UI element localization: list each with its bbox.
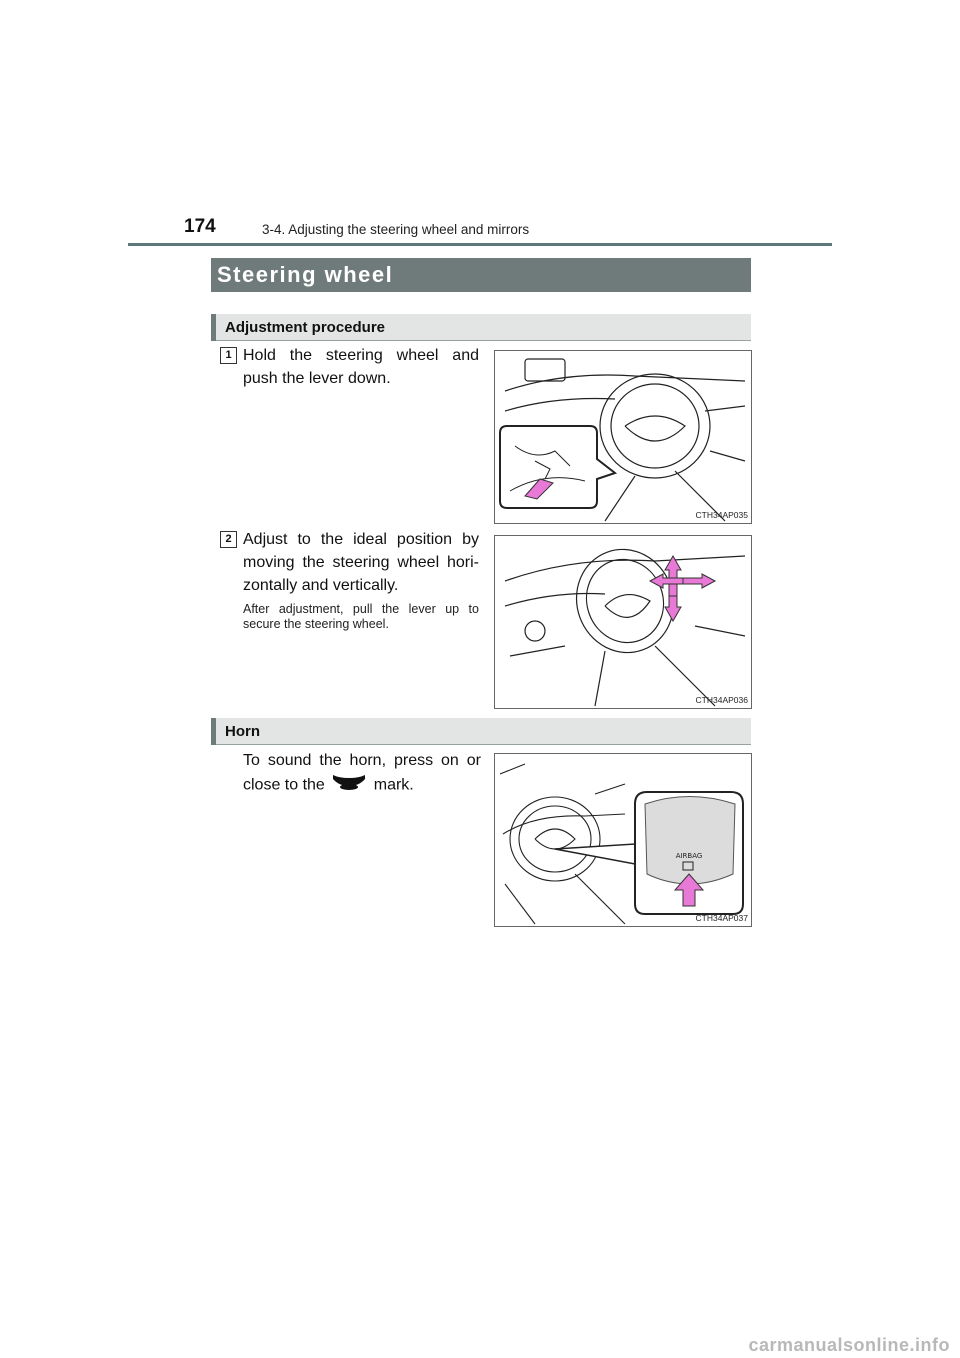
figure-code: CTH34AP035 [695, 510, 748, 520]
figure-lever-down [494, 350, 752, 524]
figure-code: CTH34AP037 [695, 913, 748, 923]
step-2-note: After adjustment, pull the lever up to secure the steering wheel. [243, 602, 479, 631]
adjustment-heading-bar [211, 314, 751, 341]
horn-icon [329, 772, 369, 799]
page-number: 174 [184, 216, 216, 237]
section-breadcrumb: 3-4. Adjusting the steering wheel and mirrors [262, 222, 530, 237]
figure-code: CTH34AP036 [695, 695, 748, 705]
header-divider [128, 243, 832, 246]
page-title-bar [211, 258, 751, 292]
watermark: carmanualsonline.info [748, 1335, 950, 1355]
figure-horn [494, 753, 752, 927]
heading-marker [211, 314, 216, 341]
horn-text-after: mark. [373, 776, 414, 794]
horn-heading: Horn [225, 723, 260, 740]
horn-heading-bar [211, 718, 751, 745]
direction-arrows [650, 556, 715, 621]
step-number-2: 2 [220, 531, 237, 548]
adjustment-heading: Adjustment procedure [225, 319, 386, 336]
step-number-1: 1 [220, 347, 237, 364]
airbag-label: AIRBAG [675, 852, 703, 860]
heading-marker [211, 718, 216, 745]
horn-text-before: To sound the horn, press on or close to the [243, 752, 481, 794]
step-2-text: Adjust to the ideal position by moving the steering wheel hori-zontally and vertically. [243, 531, 479, 594]
step-1-text: Hold the steering wheel and push the lever down. [243, 347, 479, 387]
lever-illustration [495, 351, 751, 523]
horn-text [243, 749, 481, 799]
page-title: Steering wheel [217, 262, 394, 287]
figure-adjust-position [494, 535, 752, 709]
adjust-illustration [495, 536, 751, 708]
horn-illustration [495, 754, 751, 926]
